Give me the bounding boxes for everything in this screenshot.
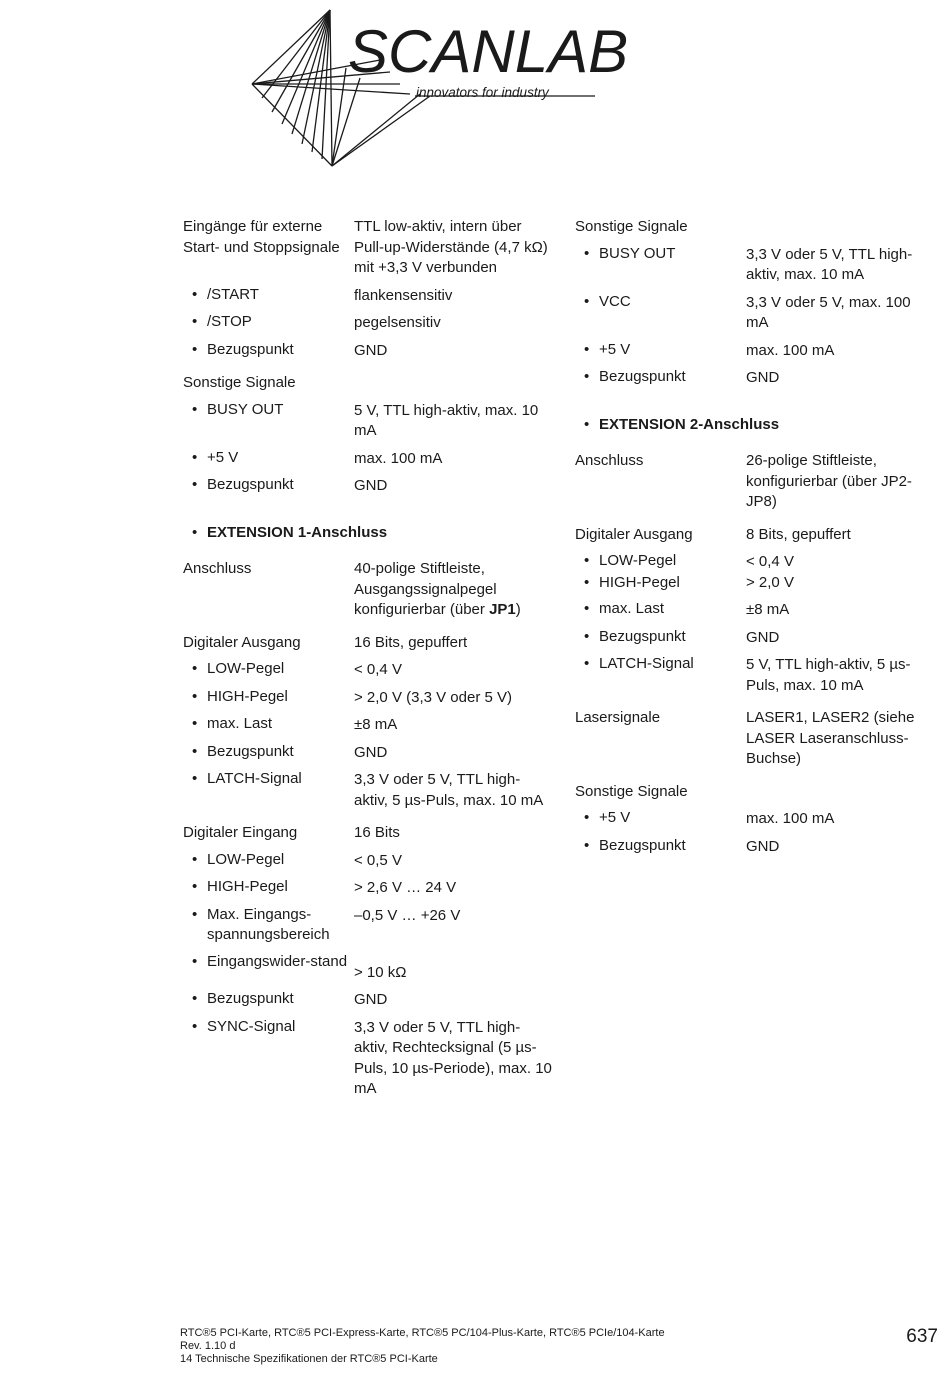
spec-subvalue: –0,5 V … +26 V bbox=[354, 906, 461, 924]
spec-row-inputs bbox=[183, 217, 553, 279]
spec-label: Digitaler Ausgang bbox=[183, 633, 301, 651]
spec-subvalue: 5 V, TTL high-aktiv, max. 10 mA bbox=[354, 401, 539, 439]
spec-subrow bbox=[183, 475, 553, 497]
spec-subrow bbox=[183, 850, 553, 872]
spec-row-connector bbox=[183, 559, 553, 621]
spec-subrow bbox=[183, 400, 553, 442]
spec-value: 8 Bits, gepuffert bbox=[746, 525, 851, 543]
spec-subrow bbox=[183, 877, 553, 899]
logo-wordmark: SCANLAB bbox=[348, 18, 629, 85]
spec-sublabel: • LOW-Pegel bbox=[183, 659, 354, 681]
footer-chapter: 14 Technische Spezifikationen der RTC®5 PCI-Karte bbox=[180, 1353, 438, 1365]
scanlab-logo bbox=[250, 8, 710, 170]
spec-value-bold: JP1 bbox=[489, 601, 516, 618]
spec-value-text: 40-polige Stiftleiste, Ausgangssignalpegel konfigurierbar (über bbox=[354, 560, 497, 618]
spec-row-digital-in bbox=[183, 823, 553, 844]
spec-label: Lasersignale bbox=[575, 709, 661, 726]
spec-row-connector bbox=[575, 451, 935, 513]
spec-sublabel: • Bezugspunkt bbox=[575, 836, 746, 858]
spec-row-laser bbox=[575, 708, 935, 770]
spec-subvalue: 3,3 V oder 5 V, TTL high-aktiv, Rechtecksignal (5 µs-Puls, 10 µs-Periode), max. 10 mA bbox=[354, 1018, 552, 1097]
spec-sublabel: • Bezugspunkt bbox=[183, 742, 354, 764]
spec-subrow bbox=[183, 448, 553, 470]
spec-subrow bbox=[575, 573, 935, 594]
spec-row-other-signals bbox=[575, 217, 935, 238]
spec-subvalue: < 0,4 V bbox=[746, 553, 794, 570]
spec-subrow bbox=[575, 292, 935, 334]
spec-subrow bbox=[183, 714, 553, 736]
spec-subvalue: < 0,4 V bbox=[354, 661, 402, 678]
spec-subrow bbox=[183, 659, 553, 681]
spec-subvalue: flankensensitiv bbox=[354, 286, 453, 304]
spec-sublabel: • max. Last bbox=[575, 599, 746, 621]
spec-value: TTL low-aktiv, intern über Pull-up-Widerstände (4,7 kΩ) mit +3,3 V verbunden bbox=[354, 218, 548, 276]
spec-label: Sonstige Signale bbox=[575, 782, 688, 800]
spec-value bbox=[354, 559, 553, 621]
spec-row-other-signals bbox=[575, 782, 935, 803]
spec-subvalue: 3,3 V oder 5 V, max. 100 mA bbox=[746, 293, 911, 331]
spec-value: LASER1, LASER2 (siehe LASER Laseranschluss-Buchse) bbox=[746, 709, 915, 767]
spec-value: 16 Bits bbox=[354, 824, 400, 841]
scanlab-logo-graphic bbox=[250, 8, 710, 170]
spec-subrow bbox=[575, 367, 935, 389]
spec-subvalue: ±8 mA bbox=[746, 601, 790, 618]
spec-subvalue: GND bbox=[746, 369, 780, 386]
spec-subvalue: > 10 kΩ bbox=[354, 963, 407, 981]
spec-subrow bbox=[183, 742, 553, 764]
spec-subvalue: GND bbox=[354, 477, 388, 494]
logo-tagline: innovators for industry bbox=[416, 85, 549, 100]
spec-subrow bbox=[575, 836, 935, 858]
spec-sublabel: • +5 V bbox=[575, 340, 746, 362]
spec-label: Anschluss bbox=[575, 452, 644, 469]
spec-label: Sonstige Signale bbox=[183, 374, 296, 391]
spec-value: 16 Bits, gepuffert bbox=[354, 633, 468, 651]
spec-subrow bbox=[575, 244, 935, 286]
section-heading-extension-1: • EXTENSION 1-Anschluss bbox=[183, 523, 553, 544]
spec-label: Digitaler Eingang bbox=[183, 824, 298, 841]
footer-product-line: RTC®5 PCI-Karte, RTC®5 PCI-Express-Karte, RTC®5 PC/104-Plus-Karte, RTC®5 PCIe/104-Karte bbox=[180, 1327, 665, 1339]
spec-subvalue: < 0,5 V bbox=[354, 851, 402, 869]
spec-sublabel: • HIGH-Pegel bbox=[183, 877, 354, 899]
spec-subrow bbox=[575, 627, 935, 649]
spec-subrow bbox=[183, 340, 553, 362]
spec-label: Anschluss bbox=[183, 560, 252, 577]
spec-sublabel: • HIGH-Pegel bbox=[575, 573, 746, 594]
spec-row-digital-out bbox=[183, 633, 553, 654]
spec-sublabel: • HIGH-Pegel bbox=[183, 687, 354, 709]
spec-row-other-signals bbox=[183, 373, 553, 394]
spec-sublabel: • +5 V bbox=[183, 448, 354, 470]
spec-subvalue: max. 100 mA bbox=[354, 449, 443, 467]
spec-label: Digitaler Ausgang bbox=[575, 525, 693, 543]
spec-subvalue: GND bbox=[746, 837, 780, 855]
spec-sublabel: • /STOP bbox=[183, 312, 354, 334]
spec-sublabel: • LOW-Pegel bbox=[575, 551, 746, 573]
spec-subvalue: ±8 mA bbox=[354, 716, 398, 733]
footer-revision: Rev. 1.10 d bbox=[180, 1340, 236, 1352]
spec-subrow bbox=[575, 599, 935, 621]
spec-subrow bbox=[183, 312, 553, 334]
page-footer bbox=[180, 1327, 665, 1366]
spec-subvalue: > 2,6 V … 24 V bbox=[354, 879, 457, 896]
spec-sublabel: • SYNC-Signal bbox=[183, 1017, 354, 1100]
spec-subvalue: 3,3 V oder 5 V, TTL high-aktiv, 5 µs-Puls, max. 10 mA bbox=[354, 771, 544, 809]
spec-sublabel: • LATCH-Signal bbox=[575, 654, 746, 696]
spec-sublabel: • Bezugspunkt bbox=[183, 475, 354, 497]
spec-sublabel: • LATCH-Signal bbox=[183, 769, 354, 811]
spec-sublabel: • BUSY OUT bbox=[575, 244, 746, 286]
spec-subvalue: > 2,0 V (3,3 V oder 5 V) bbox=[354, 688, 513, 706]
spec-subvalue: GND bbox=[746, 628, 780, 646]
spec-sublabel: • Max. Eingangs-spannungsbereich bbox=[183, 905, 354, 946]
spec-subvalue: max. 100 mA bbox=[746, 341, 835, 359]
spec-sublabel: • /START bbox=[183, 285, 354, 307]
spec-subrow bbox=[575, 654, 935, 696]
spec-subrow bbox=[575, 551, 935, 573]
spec-subvalue: 3,3 V oder 5 V, TTL high-aktiv, max. 10 mA bbox=[746, 245, 913, 283]
spec-sublabel: • Bezugspunkt bbox=[183, 989, 354, 1011]
spec-subrow bbox=[575, 340, 935, 362]
spec-sublabel: • Bezugspunkt bbox=[575, 627, 746, 649]
spec-subvalue: pegelsensitiv bbox=[354, 314, 441, 331]
spec-sublabel: • BUSY OUT bbox=[183, 400, 354, 442]
left-column bbox=[183, 217, 553, 1106]
spec-subrow bbox=[183, 952, 553, 984]
spec-subvalue: 5 V, TTL high-aktiv, 5 µs-Puls, max. 10 mA bbox=[746, 656, 911, 694]
spec-subvalue: GND bbox=[354, 991, 388, 1008]
spec-sublabel: • max. Last bbox=[183, 714, 354, 736]
spec-value-text: ) bbox=[515, 601, 521, 618]
section-heading-extension-2: • EXTENSION 2-Anschluss bbox=[575, 415, 935, 436]
spec-subrow bbox=[183, 905, 553, 946]
spec-subvalue: max. 100 mA bbox=[746, 810, 835, 827]
spec-sublabel: • VCC bbox=[575, 292, 746, 334]
spec-label: Eingänge für externe Start- und Stoppsignale bbox=[183, 218, 340, 256]
spec-value: 26-polige Stiftleiste, konfigurierbar (über JP2-JP8) bbox=[746, 452, 912, 510]
spec-sublabel: • LOW-Pegel bbox=[183, 850, 354, 872]
spec-row-digital-out bbox=[575, 525, 935, 546]
spec-sublabel: • +5 V bbox=[575, 808, 746, 830]
spec-subrow bbox=[183, 989, 553, 1011]
spec-sublabel: • Bezugspunkt bbox=[575, 367, 746, 389]
spec-sublabel: • Bezugspunkt bbox=[183, 340, 354, 362]
spec-subrow bbox=[183, 1017, 553, 1100]
page-number: 637 bbox=[906, 1326, 938, 1347]
spec-subrow bbox=[183, 285, 553, 307]
spec-subvalue: GND bbox=[354, 341, 388, 359]
spec-subrow bbox=[183, 769, 553, 811]
right-column bbox=[575, 217, 935, 863]
spec-subrow bbox=[183, 687, 553, 709]
spec-sublabel: • Eingangswider-stand bbox=[183, 952, 354, 984]
spec-label: Sonstige Signale bbox=[575, 218, 688, 235]
spec-subvalue: GND bbox=[354, 743, 388, 761]
spec-subvalue: > 2,0 V bbox=[746, 573, 794, 591]
spec-subrow bbox=[575, 808, 935, 830]
